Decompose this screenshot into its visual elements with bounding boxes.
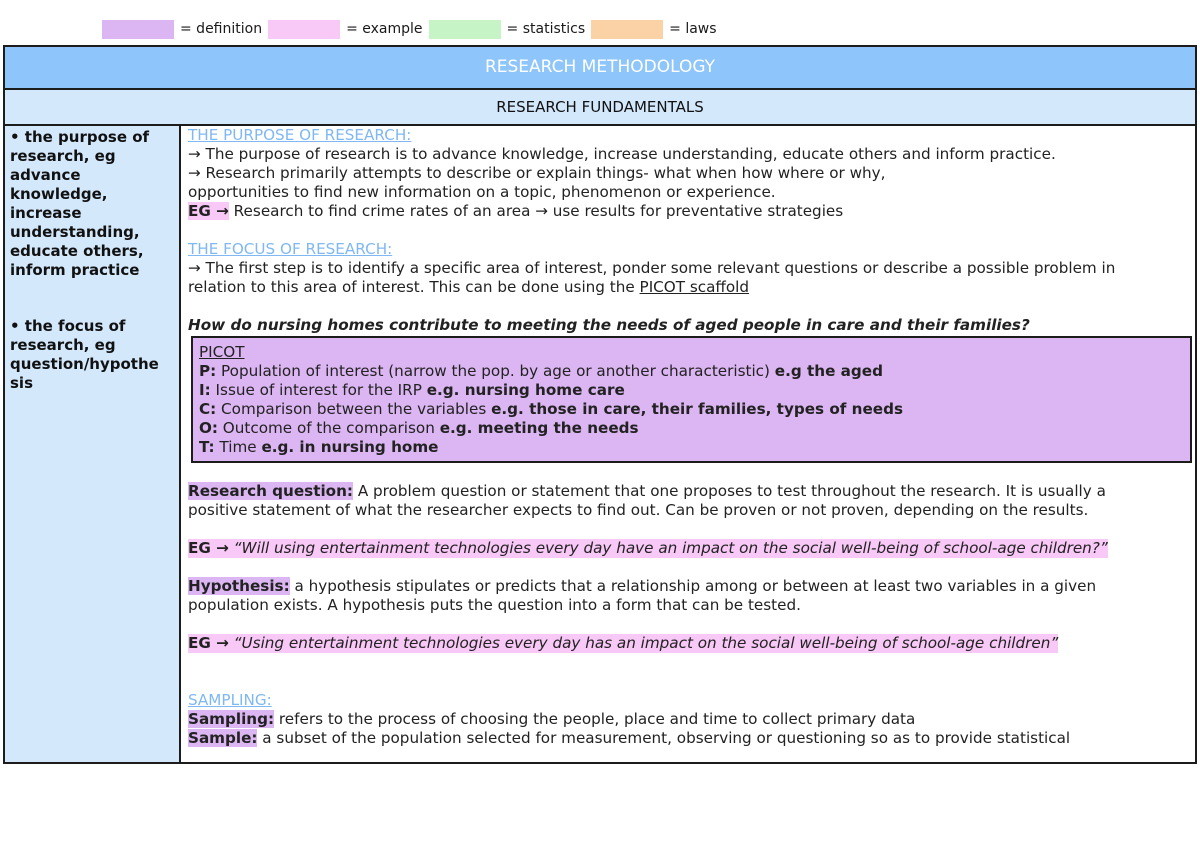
focus-line: → The first step is to identify a specific area of interest, ponder some relevant questions or describe a possible problem in xyxy=(188,259,1116,277)
picot-text: Population of interest (narrow the pop. by age or another characteristic) xyxy=(216,362,775,380)
definition-term: Sample: xyxy=(188,729,258,747)
legend-example-label: = example xyxy=(346,21,423,37)
legend-statistics-label: = statistics xyxy=(506,21,586,37)
focus-line xyxy=(188,278,1191,297)
cue-line: • the focus of xyxy=(10,317,126,335)
example-text: Research to find crime rates of an area → use results for preventative strategies xyxy=(228,202,844,220)
notes-content xyxy=(188,126,1191,762)
picot-scaffold-link: PICOT scaffold xyxy=(639,278,750,296)
definition-text: a subset of the population selected for measurement, observing or questioning so as to provide statistical xyxy=(257,729,1071,747)
picot-title: PICOT xyxy=(199,343,245,361)
example-question: How do nursing homes contribute to meeting the needs of aged people in care and their families? xyxy=(188,316,1030,334)
cue-line: understanding, xyxy=(10,223,140,241)
purpose-heading: THE PURPOSE OF RESEARCH: xyxy=(188,126,412,144)
cue-line: educate others, xyxy=(10,242,144,260)
cue-line: increase xyxy=(10,204,82,222)
cue-line: research, eg xyxy=(10,336,116,354)
cue-line: sis xyxy=(10,374,33,392)
picot-text: Comparison between the variables xyxy=(216,400,492,418)
purpose-line: → Research primarily attempts to describe or explain things- what when how where or why, xyxy=(188,164,886,182)
focus-text: relation to this area of interest. This can be done using the xyxy=(188,278,640,296)
definition-text: A problem question or statement that one proposes to test throughout the research. It is usually a xyxy=(353,482,1106,500)
picot-example: e.g the aged xyxy=(774,362,883,380)
section-title: RESEARCH FUNDAMENTALS xyxy=(5,90,1195,126)
example-text: “Using entertainment technologies every day has an impact on the social well-being of school-age children” xyxy=(228,634,1059,652)
example-label: EG → xyxy=(188,202,229,220)
picot-text: Issue of interest for the IRP xyxy=(210,381,427,399)
purpose-example xyxy=(188,202,1191,221)
cue-focus xyxy=(10,317,175,393)
page-title: RESEARCH METHODOLOGY xyxy=(5,47,1195,90)
purpose-line: opportunities to find new information on a topic, phenomenon or experience. xyxy=(188,183,776,201)
sampling-heading: SAMPLING: xyxy=(188,691,272,709)
picot-text: Time xyxy=(214,438,262,456)
cue-line: question/hypothe xyxy=(10,355,159,373)
picot-example: e.g. meeting the needs xyxy=(439,419,639,437)
research-question-example xyxy=(188,539,1191,558)
laws-swatch xyxy=(591,20,663,39)
sampling-def xyxy=(188,710,1191,729)
definition-text: refers to the process of choosing the people, place and time to collect primary data xyxy=(274,710,916,728)
picot-row xyxy=(199,381,1184,400)
picot-key: I: xyxy=(199,381,211,399)
color-legend xyxy=(102,19,723,39)
picot-row xyxy=(199,362,1184,381)
sample-def xyxy=(188,729,1191,748)
hypothesis-example xyxy=(188,634,1191,653)
definition-term: Sampling: xyxy=(188,710,275,728)
picot-row xyxy=(199,400,1184,419)
picot-text: Outcome of the comparison xyxy=(217,419,440,437)
cue-line: research, eg xyxy=(10,147,116,165)
picot-key: T: xyxy=(199,438,215,456)
picot-row xyxy=(199,438,1184,457)
example-swatch xyxy=(268,20,340,39)
research-question-def-cont: positive statement of what the researcher expects to find out. Can be proven or not proven, depending on the results. xyxy=(188,501,1089,519)
legend-definition-label: = definition xyxy=(180,21,263,37)
example-label: EG → xyxy=(188,539,229,557)
focus-heading: THE FOCUS OF RESEARCH: xyxy=(188,240,393,258)
definition-text: a hypothesis stipulates or predicts that a relationship among or between at least two variables in a given xyxy=(289,577,1097,595)
example-label: EG → xyxy=(188,634,229,652)
picot-example: e.g. in nursing home xyxy=(261,438,439,456)
picot-row xyxy=(199,419,1184,438)
legend-laws-label: = laws xyxy=(669,21,717,37)
definition-term: Hypothesis: xyxy=(188,577,290,595)
definition-term: Research question: xyxy=(188,482,353,500)
picot-example: e.g. those in care, their families, types of needs xyxy=(491,400,903,418)
cue-purpose xyxy=(10,128,175,280)
purpose-line: → The purpose of research is to advance knowledge, increase understanding, educate others and inform practice. xyxy=(188,145,1056,163)
picot-key: P: xyxy=(199,362,217,380)
hypothesis-def-cont: population exists. A hypothesis puts the question into a form that can be tested. xyxy=(188,596,801,614)
picot-key: C: xyxy=(199,400,217,418)
definition-swatch xyxy=(102,20,174,39)
statistics-swatch xyxy=(429,20,501,39)
cue-line: inform practice xyxy=(10,261,140,279)
cue-line: advance xyxy=(10,166,81,184)
cue-column xyxy=(5,126,181,762)
cue-line: knowledge, xyxy=(10,185,108,203)
hypothesis-def xyxy=(188,577,1191,596)
example-text: “Will using entertainment technologies every day have an impact on the social well-being of school-age children?” xyxy=(228,539,1108,557)
picot-box xyxy=(191,336,1192,463)
picot-example: e.g. nursing home care xyxy=(426,381,625,399)
notes-table xyxy=(3,45,1197,764)
picot-key: O: xyxy=(199,419,218,437)
research-question-def xyxy=(188,482,1191,501)
cue-line: • the purpose of xyxy=(10,128,150,146)
